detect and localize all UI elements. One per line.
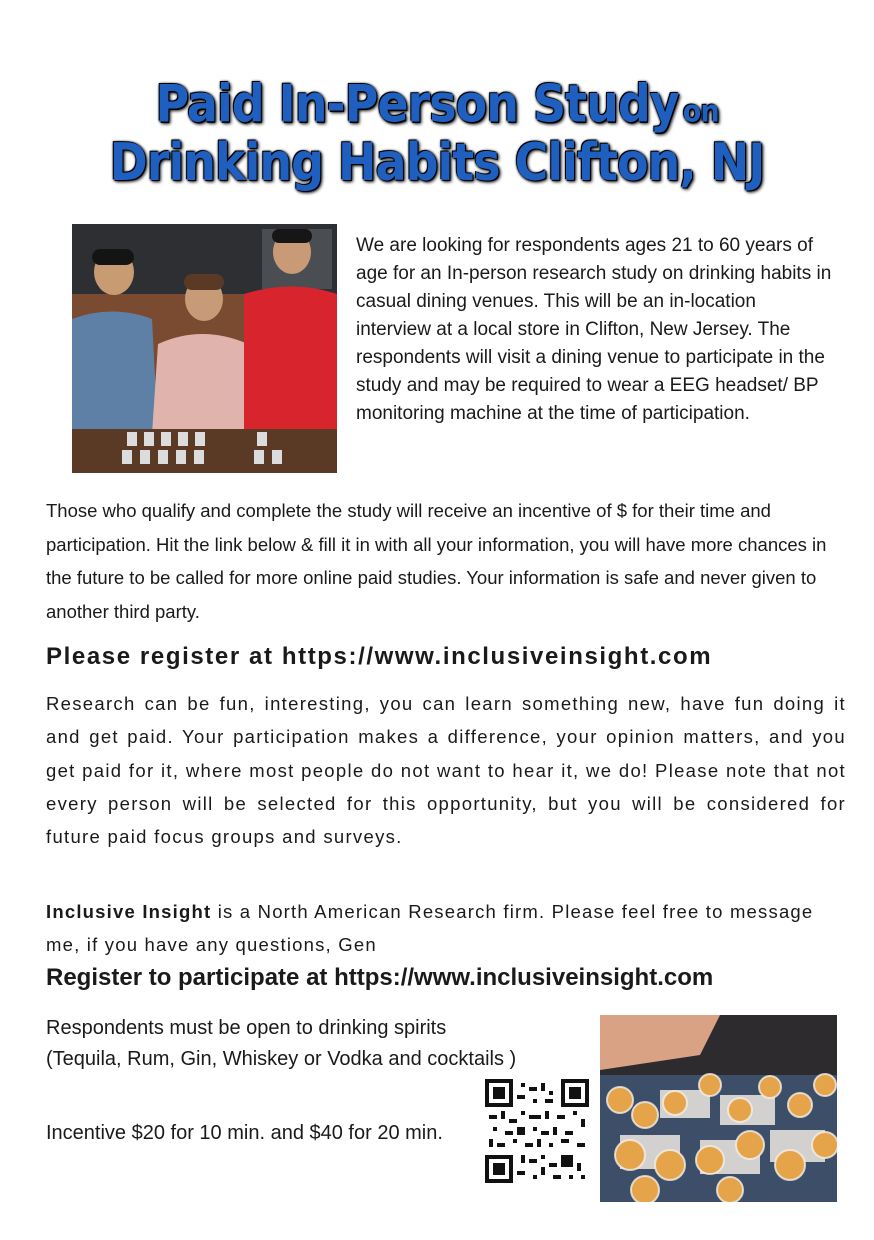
cups-of-drinks-photo: [600, 1015, 837, 1202]
research-paragraph: Research can be fun, interesting, you can learn something new, have fun doing it and get paid. Your participation makes a difference, your opinion matters, and you get paid for it, where most people do not want to hear it, we do! Please note that not every person will be selected for this opportunity, but you will be considered for future paid focus groups and surveys.: [46, 693, 846, 848]
men-drinking-shots-photo: [72, 224, 337, 473]
firm-name: Inclusive Insight: [46, 901, 212, 922]
qr-code[interactable]: [485, 1079, 589, 1183]
page-title: [0, 73, 874, 193]
requirements-text: Respondents must be open to drinking spirits (Tequila, Rum, Gin, Whiskey or Vodka and cocktails ): [46, 1017, 517, 1070]
incentive-paragraph: Those who qualify and complete the study will receive an incentive of $ for their time and participation. Hit the link below & fill it in with all your information, you will have more chances in the future to be called for more online paid studies. Your information is safe and never given to another third party.: [46, 500, 827, 622]
incentive-line: Incentive $20 for 10 min. and $40 for 20 min.: [46, 1122, 443, 1144]
title-line-1-suffix: on: [682, 94, 719, 130]
register-heading-1: Please register at https://www.inclusiveinsight.com: [46, 643, 713, 670]
firm-text: is a North American Research firm. Please feel free to message me, if you have any questions, Gen: [46, 901, 814, 955]
intro-paragraph: We are looking for respondents ages 21 to 60 years of age for an In-person research study on drinking habits in casual dining venues. This will be an in-location interview at a local store in Clifton, New Jersey. The respondents will visit a dining venue to participate in the study and may be required to wear a EEG headset/ BP monitoring machine at the time of participation.: [356, 235, 832, 424]
firm-paragraph: [46, 895, 846, 961]
title-line-2: Drinking Habits Clifton, NJ: [109, 131, 765, 193]
title-line-1: Paid In-Person Study: [155, 73, 679, 135]
register-heading-2: Register to participate at https://www.inclusiveinsight.com: [46, 964, 714, 991]
